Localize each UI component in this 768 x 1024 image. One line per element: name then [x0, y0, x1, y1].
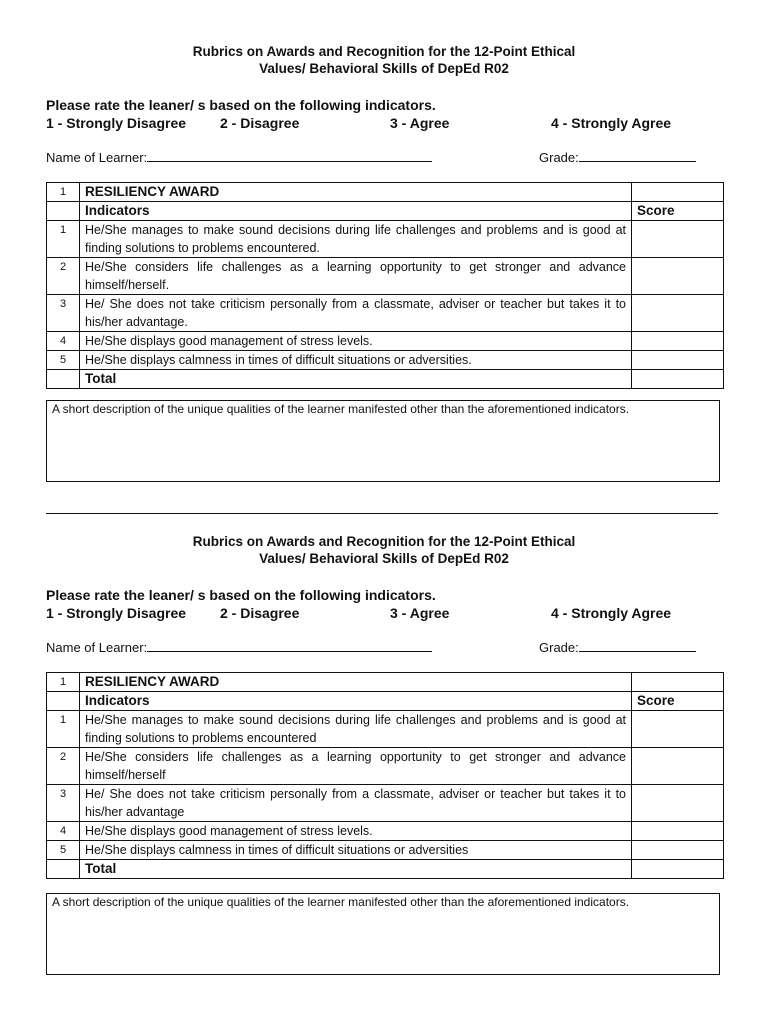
title-line-2: Values/ Behavioral Skills of DepEd R02 — [259, 551, 509, 566]
instruction-text: Please rate the leaner/ s based on the following indicators. — [46, 587, 436, 603]
learner-name-blank[interactable] — [147, 639, 432, 652]
learner-name-blank[interactable] — [147, 149, 432, 162]
row-number: 3 — [47, 295, 80, 332]
row-number: 1 — [47, 221, 80, 258]
score-input-cell[interactable] — [632, 332, 724, 351]
scale-3: 3 - Agree — [390, 605, 450, 621]
instruction-text: Please rate the leaner/ s based on the following indicators. — [46, 97, 436, 113]
award-title: RESILIENCY AWARD — [80, 183, 632, 202]
score-input-cell[interactable] — [632, 221, 724, 258]
indicator-text: He/She displays calmness in times of difficult situations or adversities. — [80, 351, 632, 370]
award-number: 1 — [47, 183, 80, 202]
indicator-text: He/She displays good management of stress levels. — [80, 332, 632, 351]
row-number: 5 — [47, 351, 80, 370]
row-number: 2 — [47, 748, 80, 785]
score-header: Score — [632, 692, 724, 711]
title-line-1: Rubrics on Awards and Recognition for the 12-Point Ethical — [192, 44, 576, 59]
table-row — [47, 711, 724, 748]
learner-name-label: Name of Learner: — [46, 640, 148, 655]
scale-1: 1 - Strongly Disagree — [46, 115, 187, 131]
award-title: RESILIENCY AWARD — [80, 673, 632, 692]
table-row — [47, 841, 724, 860]
scale-2: 2 - Disagree — [220, 115, 300, 131]
table-row — [47, 822, 724, 841]
row-number: 2 — [47, 258, 80, 295]
scale-2: 2 - Disagree — [220, 605, 300, 621]
score-input-cell[interactable] — [632, 822, 724, 841]
rubric-table — [46, 182, 724, 389]
table-row — [47, 748, 724, 785]
score-input-cell[interactable] — [632, 295, 724, 332]
scale-4: 4 - Strongly Agree — [551, 605, 672, 621]
grade-label: Grade: — [539, 150, 579, 165]
score-input-cell[interactable] — [632, 748, 724, 785]
row-number: 3 — [47, 785, 80, 822]
table-row — [47, 258, 724, 295]
table-row — [47, 351, 724, 370]
score-cell-empty — [632, 183, 724, 202]
description-prompt: A short description of the unique qualities of the learner manifested other than the aforementioned indicators. — [52, 402, 630, 416]
score-input-cell[interactable] — [632, 785, 724, 822]
scale-3: 3 - Agree — [390, 115, 450, 131]
indicator-text: He/She considers life challenges as a learning opportunity to get stronger and advance himself/herself — [80, 748, 632, 785]
score-header: Score — [632, 202, 724, 221]
grade-field[interactable] — [539, 149, 696, 166]
table-row — [47, 332, 724, 351]
indicator-text: He/She displays calmness in times of difficult situations or adversities — [80, 841, 632, 860]
table-row — [47, 295, 724, 332]
total-score-cell[interactable] — [632, 370, 724, 389]
indicator-text: He/ She does not take criticism personally from a classmate, adviser or teacher but takes it to his/her advantage. — [80, 295, 632, 332]
description-box[interactable] — [46, 893, 720, 975]
indicators-header: Indicators — [80, 202, 632, 221]
rubric-form-2 — [0, 490, 768, 990]
table-row — [47, 221, 724, 258]
score-input-cell[interactable] — [632, 841, 724, 860]
score-cell-empty — [632, 673, 724, 692]
form-title — [0, 533, 768, 567]
score-input-cell[interactable] — [632, 711, 724, 748]
total-label: Total — [80, 860, 632, 879]
total-score-cell[interactable] — [632, 860, 724, 879]
row-number: 4 — [47, 332, 80, 351]
total-label: Total — [80, 370, 632, 389]
title-line-1: Rubrics on Awards and Recognition for the 12-Point Ethical — [192, 534, 576, 549]
indicator-text: He/She displays good management of stress levels. — [80, 822, 632, 841]
rubric-table — [46, 672, 724, 879]
table-row — [47, 785, 724, 822]
learner-name-field[interactable] — [46, 639, 432, 656]
description-prompt: A short description of the unique qualities of the learner manifested other than the aforementioned indicators. — [52, 895, 630, 909]
learner-name-field[interactable] — [46, 149, 432, 166]
grade-label: Grade: — [539, 640, 579, 655]
award-number: 1 — [47, 673, 80, 692]
grade-field[interactable] — [539, 639, 696, 656]
score-input-cell[interactable] — [632, 351, 724, 370]
scale-4: 4 - Strongly Agree — [551, 115, 672, 131]
grade-blank[interactable] — [579, 149, 696, 162]
row-number: 4 — [47, 822, 80, 841]
scale-1: 1 - Strongly Disagree — [46, 605, 187, 621]
form-title — [0, 43, 768, 77]
indicator-text: He/ She does not take criticism personally from a classmate, adviser or teacher but takes it to his/her advantage — [80, 785, 632, 822]
learner-name-label: Name of Learner: — [46, 150, 148, 165]
grade-blank[interactable] — [579, 639, 696, 652]
rubric-form-1 — [0, 0, 768, 500]
indicator-text: He/She considers life challenges as a learning opportunity to get stronger and advance himself/herself. — [80, 258, 632, 295]
indicator-text: He/She manages to make sound decisions during life challenges and problems and is good at finding solutions to problems encountered. — [80, 221, 632, 258]
score-input-cell[interactable] — [632, 258, 724, 295]
row-number: 1 — [47, 711, 80, 748]
row-number: 5 — [47, 841, 80, 860]
description-box[interactable] — [46, 400, 720, 482]
indicator-text: He/She manages to make sound decisions during life challenges and problems and is good at finding solutions to problems encountered — [80, 711, 632, 748]
title-line-2: Values/ Behavioral Skills of DepEd R02 — [259, 61, 509, 76]
indicators-header: Indicators — [80, 692, 632, 711]
